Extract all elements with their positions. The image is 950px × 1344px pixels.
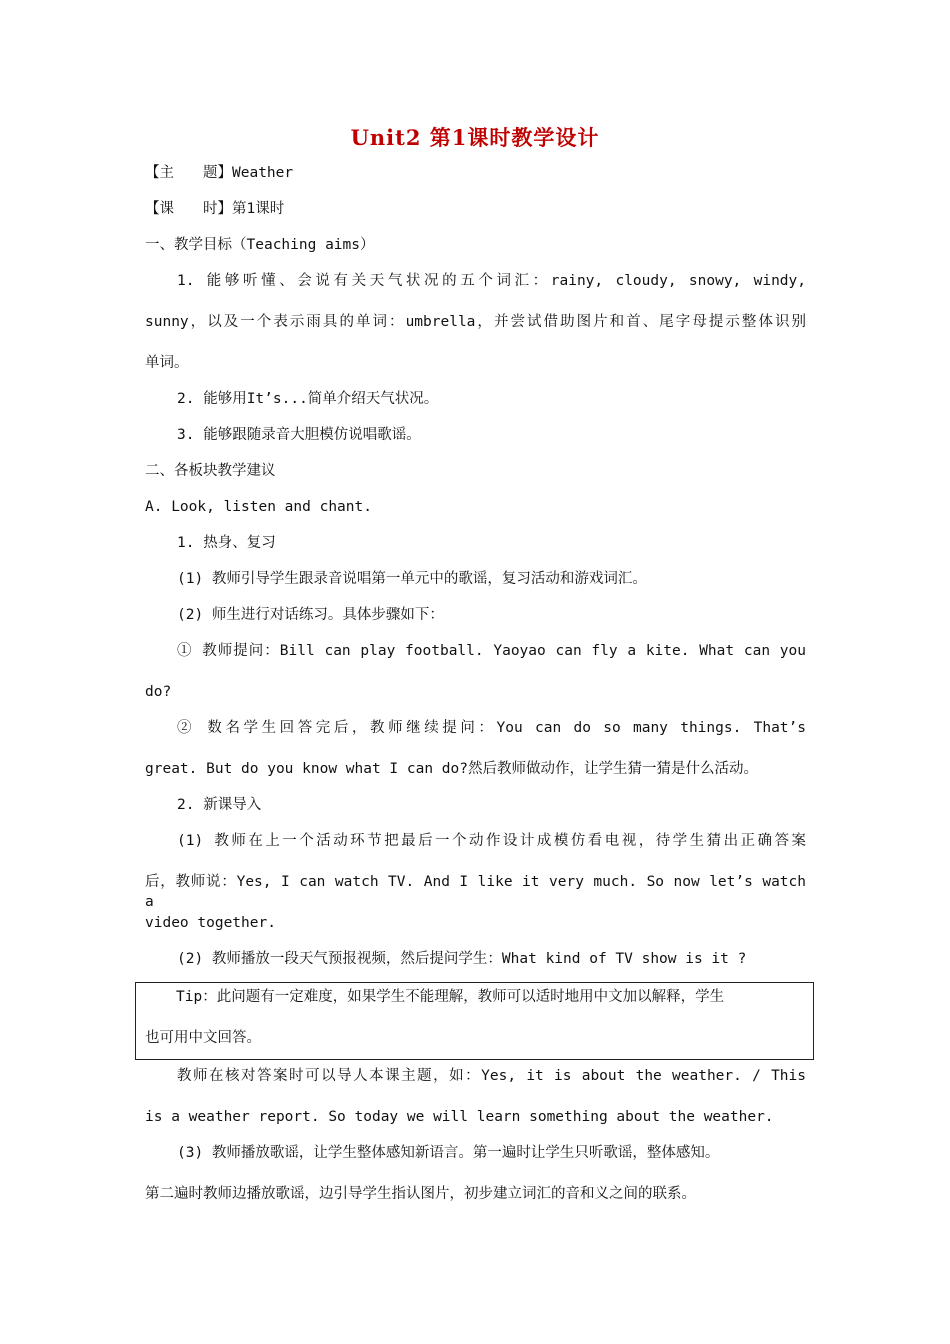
topic-line: 【主 题】Weather — [145, 165, 294, 181]
after-tip-line1: 教师在核对答案时可以导人本课主题，如：Yes, it is about the weather. / This — [177, 1068, 806, 1084]
circle2-line2: great. But do you know what I can do?然后教师做动作，让学生猜一猜是什么活动。 — [145, 761, 758, 777]
step2-sub2: (2) 教师播放一段天气预报视频，然后提问学生：What kind of TV show is it ? — [177, 951, 747, 967]
step2-sub3-line1: (3) 教师播放歌谣，让学生整体感知新语言。第一遍时让学生只听歌谣，整体感知。 — [177, 1145, 720, 1161]
step2-sub1-line3: video together. — [145, 915, 276, 931]
step2-sub1-line1: (1) 教师在上一个活动环节把最后一个动作设计成模仿看电视，待学生猜出正确答案 — [177, 833, 806, 849]
section1-heading: 一、教学目标（Teaching aims） — [145, 237, 375, 253]
circle1-line1: ① 教师提问：Bill can play football. Yaoyao can fly a kite. What can you — [177, 643, 806, 659]
circle2-line1: ② 数名学生回答完后，教师继续提问：You can do so many things. That’s — [177, 720, 806, 736]
part-a-heading: A. Look, listen and chant. — [145, 499, 372, 515]
section2-heading: 二、各板块教学建议 — [145, 463, 276, 479]
step1-heading: 1. 热身、复习 — [177, 535, 276, 551]
step1-sub2: (2) 师生进行对话练习。具体步骤如下： — [177, 607, 444, 623]
tip-line1: Tip：此问题有一定难度，如果学生不能理解，教师可以适时地用中文加以解释，学生 — [176, 989, 725, 1005]
aim2: 2. 能够用It’s...简单介绍天气状况。 — [177, 391, 439, 407]
aim1-line3: 单词。 — [145, 355, 189, 371]
step2-sub3-line2: 第二遍时教师边播放歌谣，边引导学生指认图片，初步建立词汇的音和义之间的联系。 — [145, 1186, 696, 1202]
aim1-line2: sunny，以及一个表示雨具的单词：umbrella，并尝试借助图片和首、尾字母提示整体识别 — [145, 314, 806, 330]
tip-line2: 也可用中文回答。 — [145, 1030, 261, 1046]
aim1-line1: 1. 能够听懂、会说有关天气状况的五个词汇：rainy, cloudy, snowy, windy, — [177, 273, 806, 289]
tip-box — [135, 982, 814, 1060]
step2-sub1-line2: 后，教师说：Yes, I can watch TV. And I like it very much. So now let’s watch a — [145, 874, 806, 910]
circle1-line2: do? — [145, 684, 172, 700]
period-line: 【课 时】第1课时 — [145, 201, 285, 217]
step2-heading: 2. 新课导入 — [177, 797, 262, 813]
aim3: 3. 能够跟随录音大胆模仿说唱歌谣。 — [177, 427, 421, 443]
page-title: Unit2 第1课时教学设计 — [350, 125, 600, 150]
after-tip-line2: is a weather report. So today we will learn something about the weather. — [145, 1109, 774, 1125]
step1-sub1: (1) 教师引导学生跟录音说唱第一单元中的歌谣，复习活动和游戏词汇。 — [177, 571, 647, 587]
